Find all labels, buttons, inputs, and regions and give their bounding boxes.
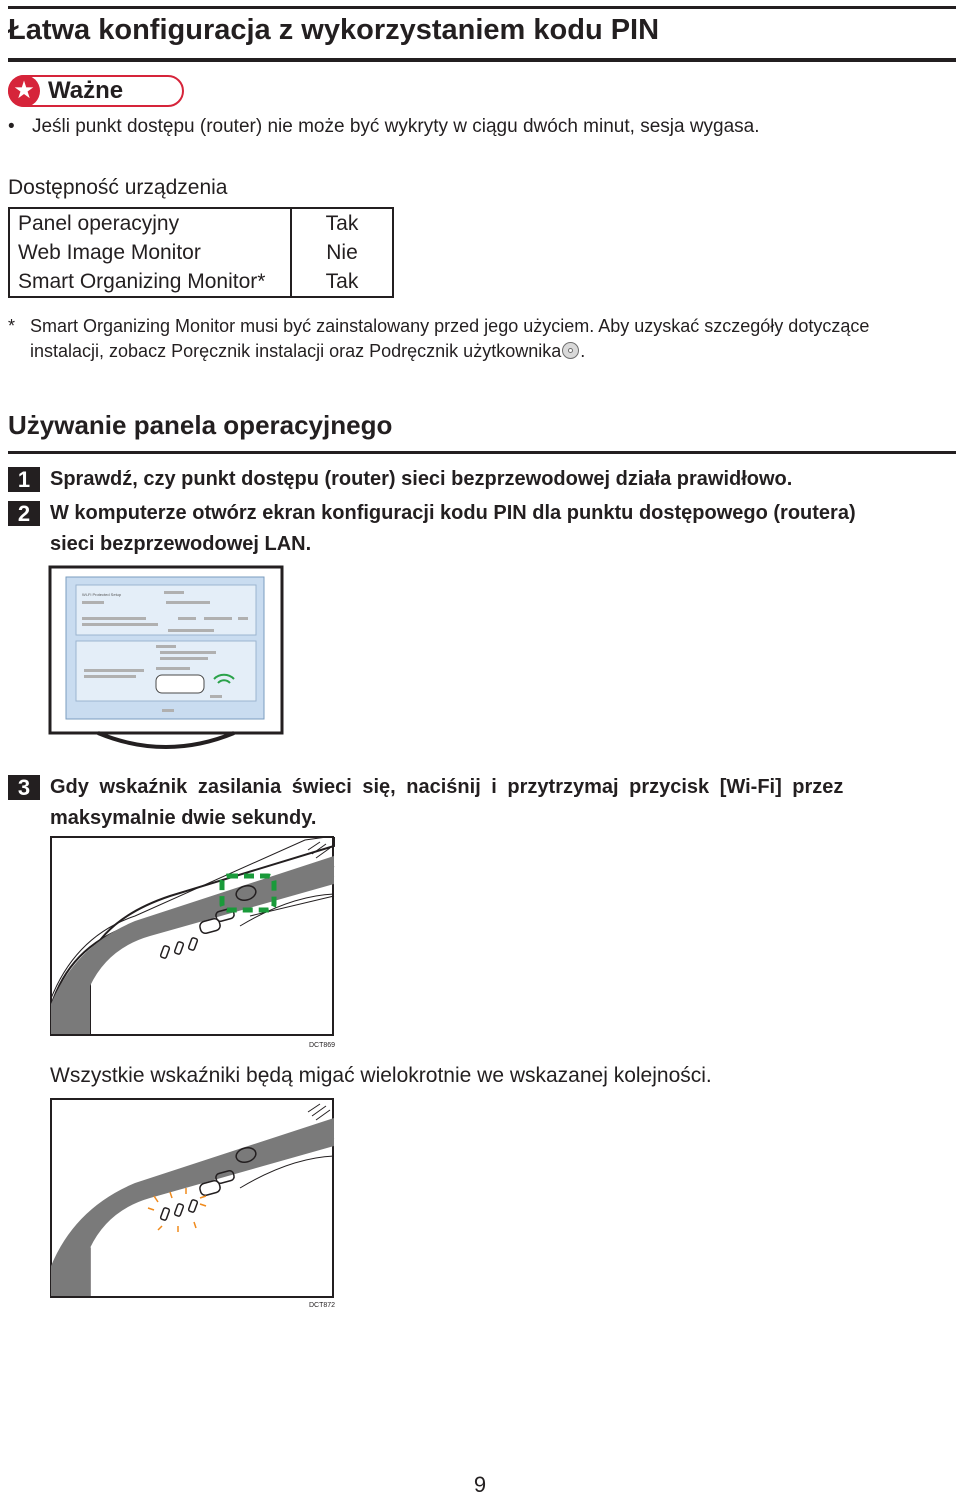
title-top-rule — [8, 6, 956, 9]
printer-illustration-2 — [50, 1098, 336, 1300]
important-label: Ważne — [48, 77, 124, 104]
footnote-line-2 — [30, 339, 960, 364]
table-cell-label: Panel operacyjny — [9, 208, 291, 238]
table-row — [9, 267, 393, 297]
figure-frame — [51, 1099, 333, 1297]
figure-code: DCT869 — [309, 1042, 336, 1049]
bullet-marker: • — [8, 116, 15, 137]
table-cell-value: Nie — [291, 238, 393, 267]
step-2 — [8, 498, 958, 560]
monitor-illustration — [48, 565, 288, 755]
step-number: 3 — [8, 775, 40, 800]
table-cell-label: Smart Organizing Monitor* — [9, 267, 291, 297]
footnote-line-2-end: . — [580, 341, 586, 361]
important-bullet-text: Jeśli punkt dostępu (router) nie może być wykryty w ciągu dwóch minut, sesja wygasa. — [31, 116, 760, 137]
table-cell-value: Tak — [291, 267, 393, 297]
screen-header-text: Wi-Fi Protected Setup — [82, 592, 122, 597]
printer-illustration-1 — [50, 836, 336, 1038]
section-rule — [8, 451, 956, 454]
table-row — [9, 208, 393, 238]
table-row — [9, 238, 393, 267]
step-number: 1 — [8, 467, 40, 492]
step-text-line-1: W komputerze otwórz ekran konfiguracji kodu PIN dla punktu dostępowego (routera) — [50, 502, 856, 524]
footnote-line-2-text: instalacji, zobacz Poręcznik instalacji oraz Podręcznik użytkownika — [30, 341, 562, 361]
footnote-marker: * — [8, 316, 16, 336]
step-text-line-1: Gdy wskaźnik zasilania świeci się, naciśnij i przytrzymaj przycisk [Wi-Fi] przez — [50, 776, 844, 798]
footnote-line-1: Smart Organizing Monitor musi być zainstalowany przed jego użyciem. Aby uzyskać szczegóły dotyczące — [30, 316, 870, 336]
step-text-line-2: sieci bezprzewodowej LAN. — [50, 533, 312, 555]
important-badge — [8, 75, 184, 107]
star-icon: ★ — [8, 75, 40, 107]
page-title: Łatwa konfiguracja z wykorzystaniem kodu PIN — [8, 14, 660, 46]
figure-caption: Wszystkie wskaźniki będą migać wielokrotnie we wskazanej kolejności. — [50, 1064, 712, 1087]
figure-code: DCT872 — [309, 1302, 336, 1309]
table-cell-value: Tak — [291, 208, 393, 238]
step-number: 2 — [8, 501, 40, 526]
step-3 — [8, 772, 958, 834]
page-number: 9 — [473, 1472, 487, 1497]
availability-table — [8, 207, 394, 298]
step-text-line-2: maksymalnie dwie sekundy. — [50, 807, 317, 829]
table-cell-label: Web Image Monitor — [9, 238, 291, 267]
monitor-stand — [98, 733, 234, 747]
section-heading: Używanie panela operacyjnego — [8, 410, 393, 440]
step-text: Sprawdź, czy punkt dostępu (router) sieci bezprzewodowej działa prawidłowo. — [50, 468, 793, 490]
availability-heading: Dostępność urządzenia — [8, 176, 228, 199]
title-bottom-rule — [8, 58, 956, 62]
important-bullet — [8, 116, 760, 138]
cd-rom-icon — [562, 342, 579, 359]
step-1 — [8, 464, 958, 494]
router-icon — [156, 675, 204, 693]
footnote — [8, 314, 960, 364]
